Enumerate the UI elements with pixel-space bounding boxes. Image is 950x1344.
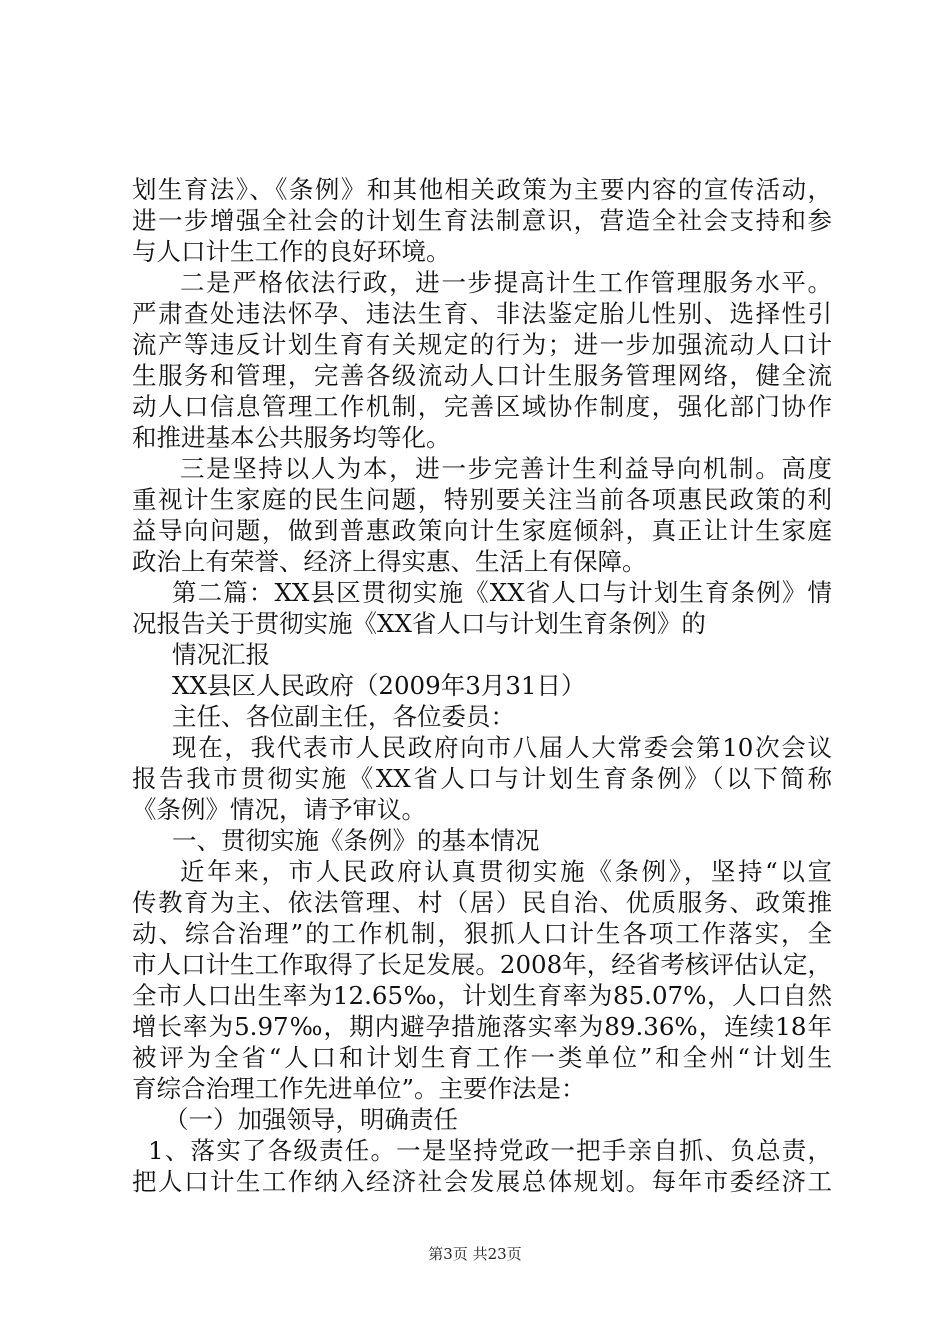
text-line: 流产等违反计划生育有关规定的行为；进一步加强流动人口计 [132,330,832,359]
text-line: 现在，我代表市人民政府向市八届人大常委会第10次会议 [172,733,832,762]
text-line: 市人口计生工作取得了长足发展。2008年，经省考核评估认定， [132,950,832,979]
text-line: XX县区人民政府（2009年3月31日） [172,671,586,700]
text-line: 情况汇报 [172,640,270,669]
text-line: 动人口信息管理工作机制，完善区域协作制度，强化部门协作 [132,392,832,421]
text-line: 划生育法》、《条例》和其他相关政策为主要内容的宣传活动， [132,175,832,204]
text-line: 《条例》情况，请予审议。 [132,795,426,824]
text-line: 被评为全省“人口和计划生育工作一类单位”和全州“计划生 [132,1043,832,1072]
text-line: 和推进基本公共服务均等化。 [132,423,451,452]
text-line: 二是严格依法行政，进一步提高计生工作管理服务水平。 [180,268,832,297]
text-line: 报告我市贯彻实施《XX省人口与计划生育条例》（以下简称 [132,764,832,793]
text-line: 况报告关于贯彻实施《XX省人口与计划生育条例》的 [132,609,706,638]
text-line: 一、贯彻实施《条例》的基本情况 [172,826,540,855]
text-line: 与人口计生工作的良好环境。 [132,237,451,266]
text-line: （一）加强领导，明确责任 [164,1105,458,1134]
text-line: 第二篇：XX县区贯彻实施《XX省人口与计划生育条例》情 [172,578,832,607]
text-line: 育综合治理工作先进单位”。主要作法是： [132,1074,586,1103]
text-line: 增长率为5.97‰，期内避孕措施落实率为89.36%，连续18年 [132,1012,832,1041]
text-line: 三是坚持以人为本，进一步完善计生利益导向机制。高度 [180,454,832,483]
text-line: 传教育为主、依法管理、村（居）民自治、优质服务、政策推 [132,888,832,917]
text-line: 进一步增强全社会的计划生育法制意识，营造全社会支持和参 [132,206,832,235]
text-line: 重视计生家庭的民生问题，特别要关注当前各项惠民政策的利 [132,485,832,514]
text-line: 主任、各位副主任，各位委员： [172,702,515,731]
text-line: 政治上有荣誉、经济上得实惠、生活上有保障。 [132,547,647,576]
body-text [132,174,832,1197]
text-line: 严肃查处违法怀孕、违法生育、非法鉴定胎儿性别、选择性引 [132,299,832,328]
text-line: 把人口计生工作纳入经济社会发展总体规划。每年市委经济工 [132,1167,832,1196]
text-line: 全市人口出生率为12.65‰，计划生育率为85.07%，人口自然 [132,981,832,1010]
text-line: 1、落实了各级责任。一是坚持党政一把手亲自抓、负总责， [148,1136,832,1165]
text-line: 动、综合治理”的工作机制，狠抓人口计生各项工作落实，全 [132,919,832,948]
text-line: 益导向问题，做到普惠政策向计生家庭倾斜，真正让计生家庭 [132,516,832,545]
page-footer: 第3页 共23页 [428,1245,522,1263]
text-line: 近年来，市人民政府认真贯彻实施《条例》，坚持“以宣 [180,857,832,886]
text-line: 生服务和管理，完善各级流动人口计生服务管理网络，健全流 [132,361,832,390]
